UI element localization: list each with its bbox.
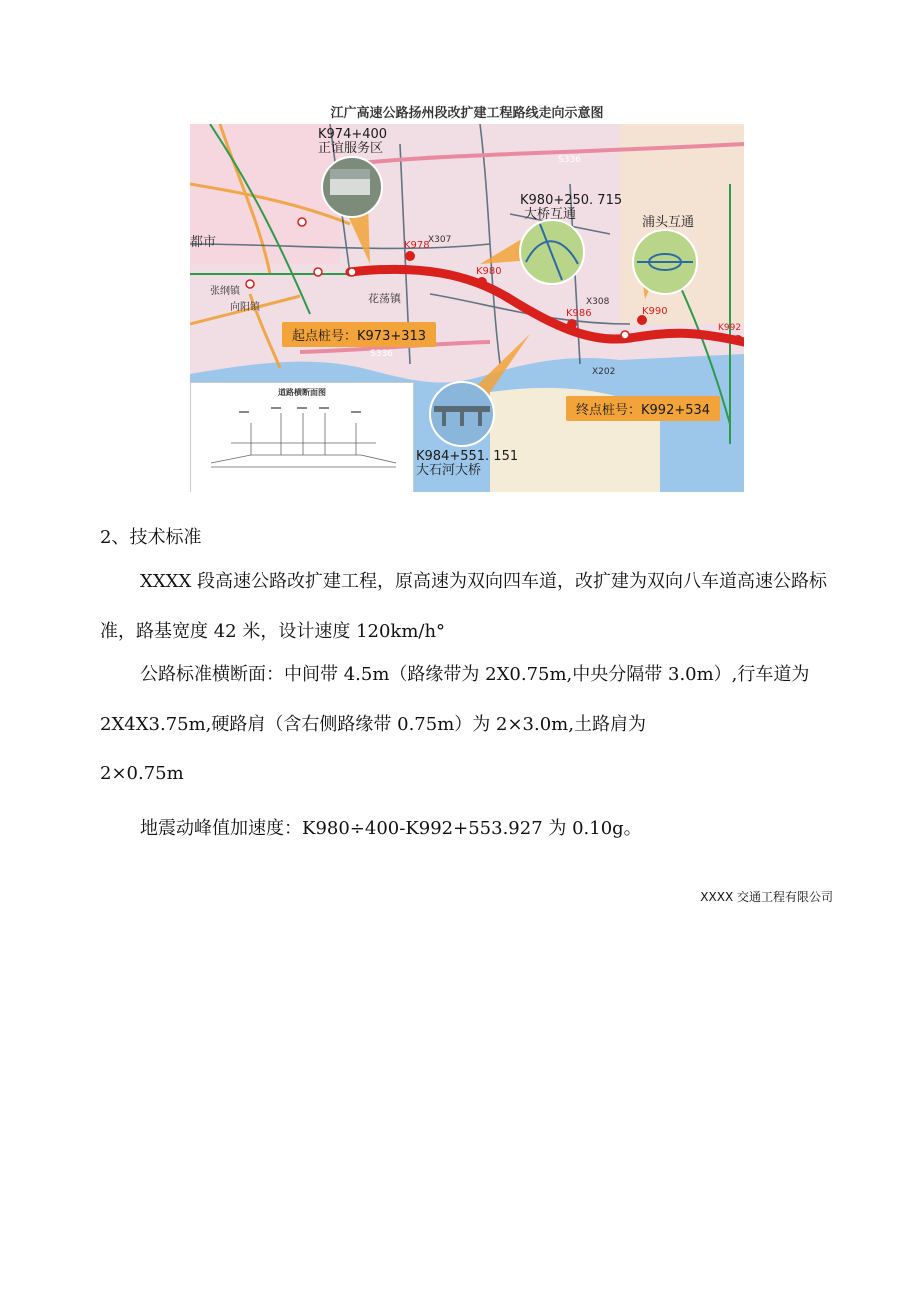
marker-k990: K990 (642, 306, 668, 317)
town-xiangyang: 向阳镇 (230, 302, 260, 313)
daqiao-name: 大桥互通 (524, 207, 577, 222)
marker-k986: K986 (566, 308, 592, 319)
daqiao-km: K980+250. 715 (520, 193, 623, 208)
road-s336-lower: S336 (370, 349, 393, 359)
route-map (190, 124, 744, 492)
paragraph-cross-section: 公路标准横断面：中间带 4.5m（路缘带为 2X0.75m,中央分隔带 3.0m）,行车道为 2X4X3.75m,硬路肩（含右侧路缘带 0.75m）为 2×3.0m,土路肩为 (100, 664, 810, 735)
end-stake-callout: 终点桩号：K992+534 (566, 396, 720, 421)
bridge-photo (430, 382, 494, 446)
bridge-km: K984+551. 151 (416, 449, 519, 464)
putou-interchange-diagram (633, 230, 697, 294)
bridge-name: 大石河大桥 (416, 463, 482, 478)
town-huacun: 花荡镇 (368, 292, 401, 305)
putou-name: 浦头互通 (642, 215, 695, 230)
company-name: XXXX 交通工程有限公司 (700, 890, 833, 904)
paragraph-shoulder: 2×0.75m (100, 763, 184, 784)
town-zhangwang: 张纲镇 (210, 286, 240, 297)
marker-k978: K978 (404, 240, 430, 251)
road-x308: X308 (586, 297, 610, 307)
marker-k980: K980 (476, 266, 502, 277)
road-s336: S336 (558, 155, 581, 165)
cross-section-drawing (191, 383, 413, 492)
figure-title: 江广高速公路扬州段改扩建工程路线走向示意图 (330, 106, 604, 121)
service-area-km: K974+400 (318, 127, 388, 142)
daqiao-interchange-diagram (520, 220, 584, 284)
paragraph-seismic: 地震动峰值加速度：K980÷400-K992+553.927 为 0.10g。 (140, 818, 642, 839)
section-heading: 2、技术标准 (100, 527, 202, 548)
marker-k992: K992 (718, 323, 742, 333)
service-area-name: 正谊服务区 (318, 141, 384, 156)
start-stake-callout: 起点桩号：K973+313 (282, 322, 436, 347)
town-dushi: 都市 (190, 235, 217, 250)
paragraph-standard: XXXX 段高速公路改扩建工程，原高速为双向四车道，改扩建为双向八车道高速公路标准，路基宽度 42 米，设计速度 120km∕h° (100, 571, 827, 642)
road-x202: X202 (592, 367, 616, 377)
cross-section-inset (190, 382, 414, 492)
cross-section-title: 道路横断面图 (278, 388, 326, 397)
road-x307: X307 (428, 235, 452, 245)
